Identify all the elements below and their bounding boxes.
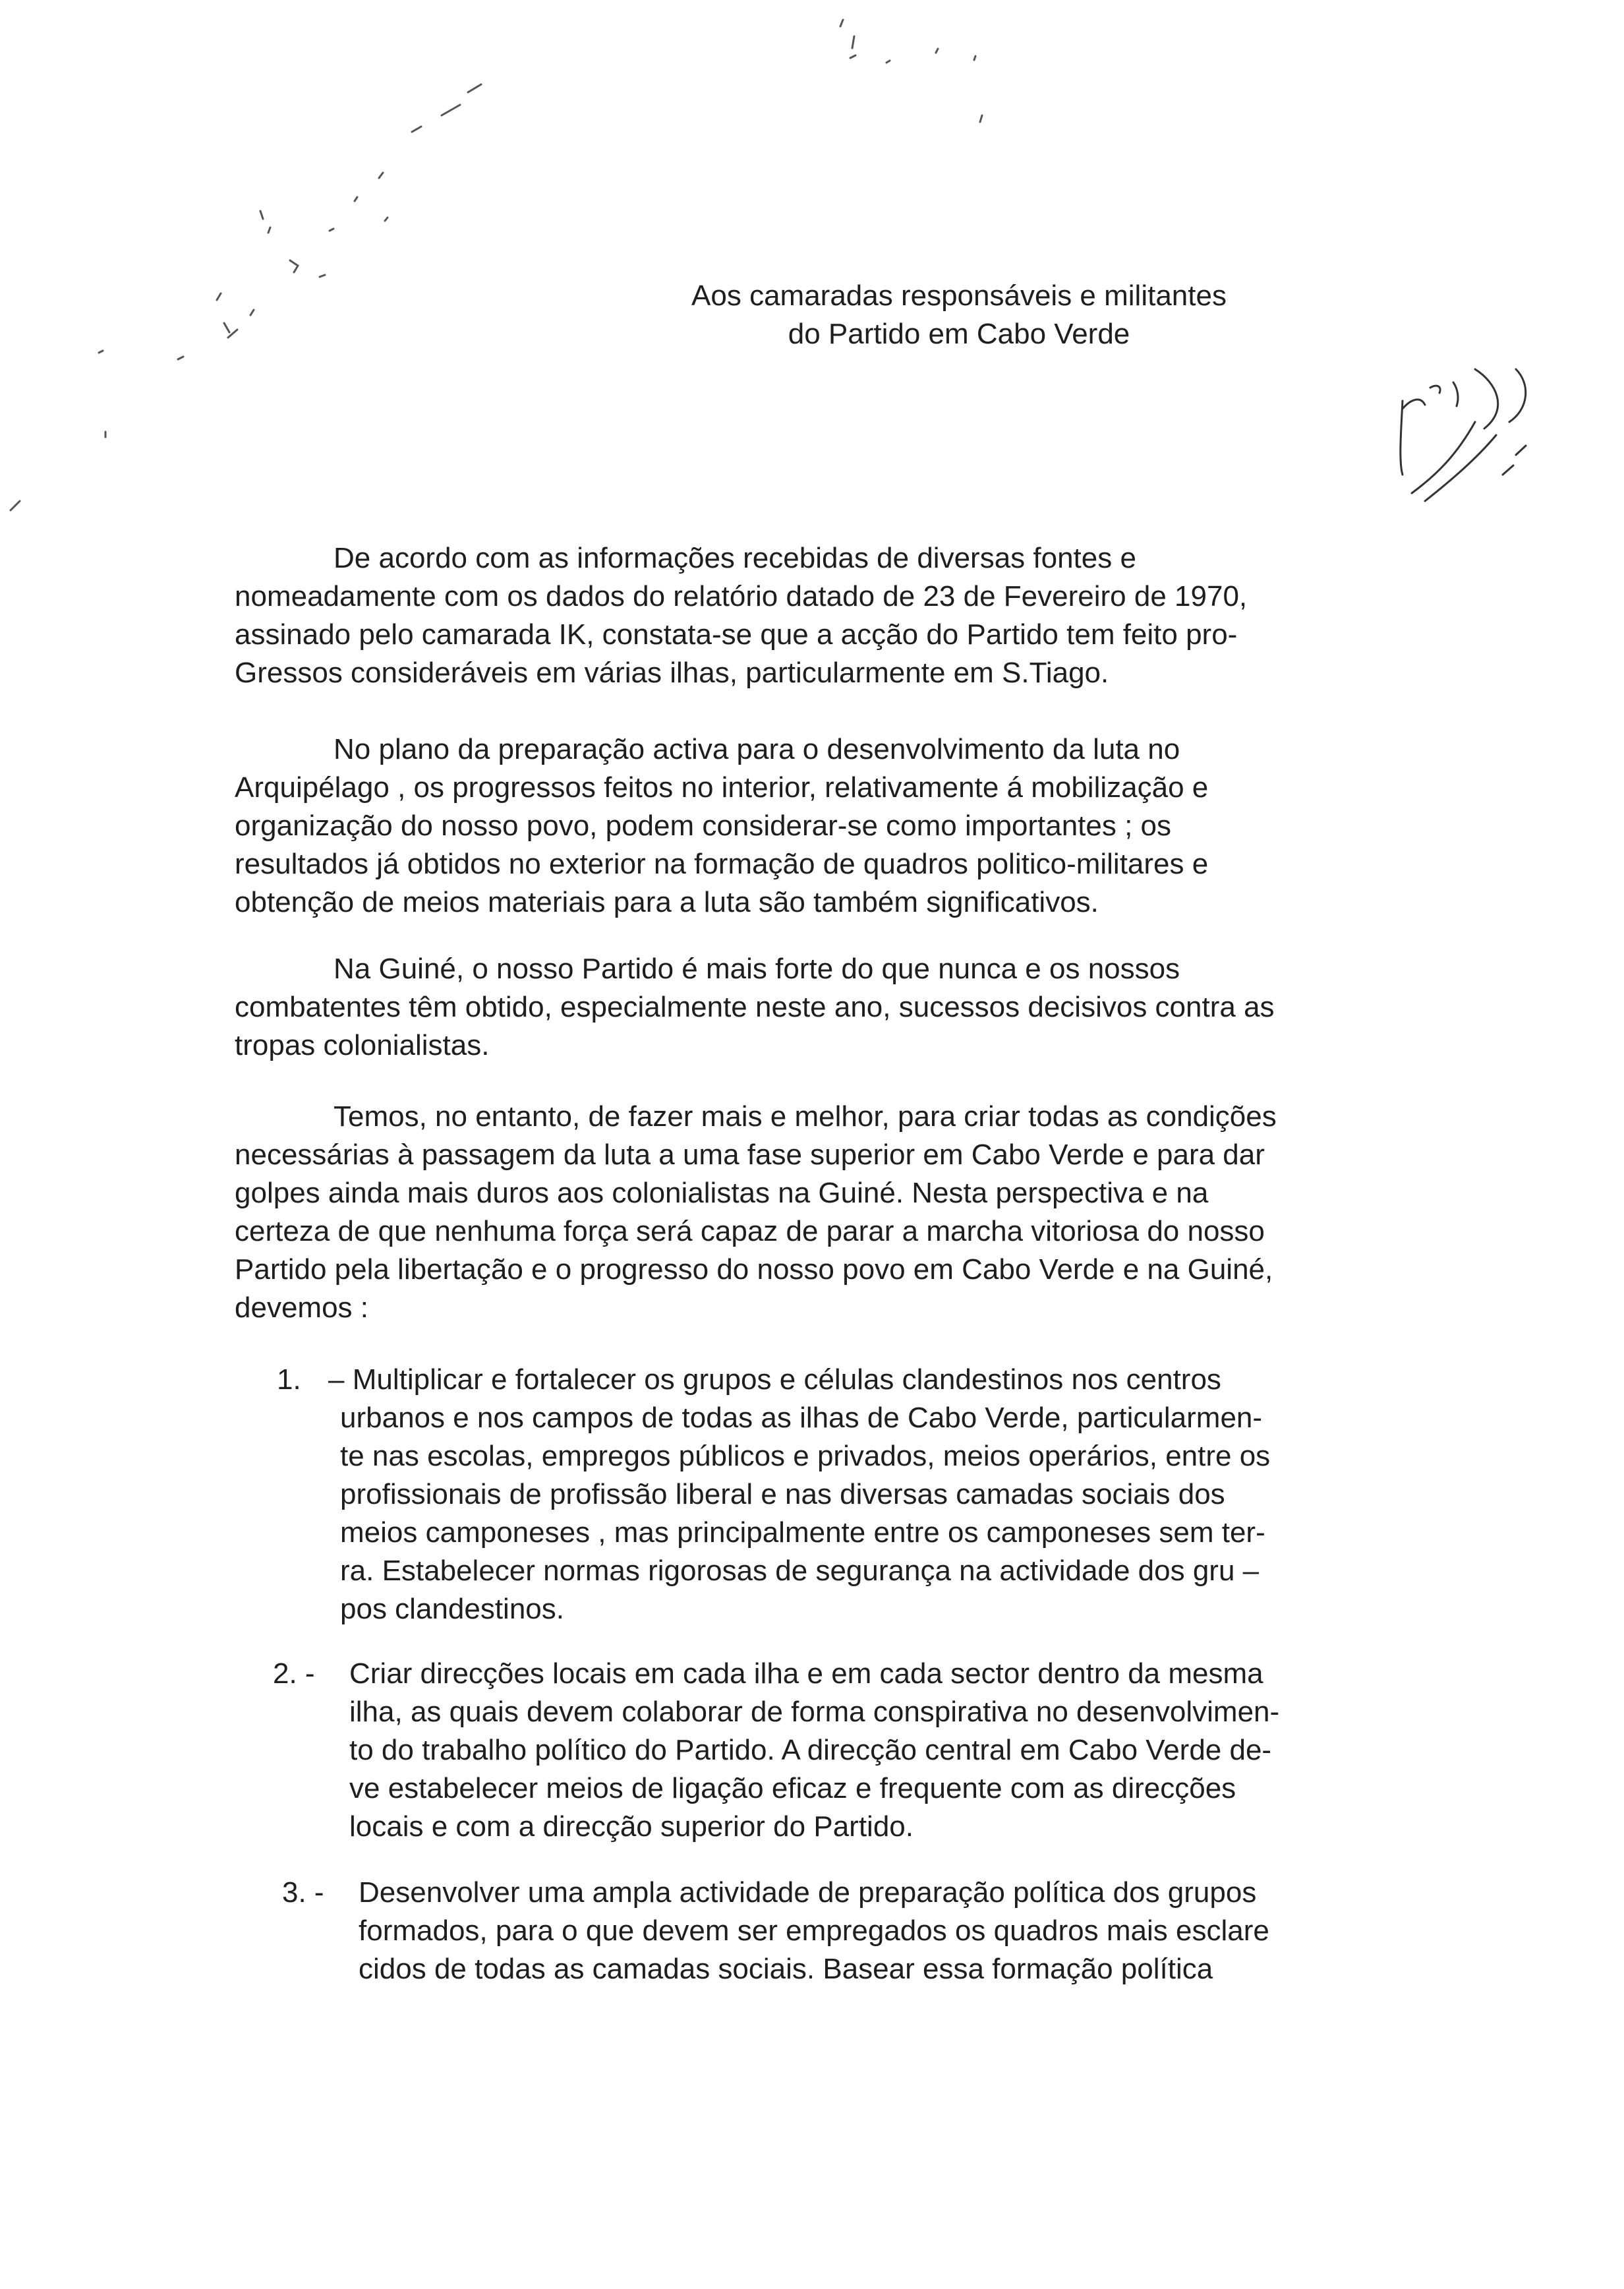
paragraph-line: golpes ainda mais duros aos colonialistas na Guiné. Nesta perspectiva e na: [235, 1177, 1209, 1209]
list-item-text: [349, 1655, 1279, 1846]
paragraph-line: tropas colonialistas.: [235, 1029, 490, 1061]
list-item-line: ilha, as quais devem colaborar de forma conspirativa no desenvolvimen-: [349, 1696, 1280, 1728]
paragraph-line: Temos, no entanto, de fazer mais e melhor, para criar todas as condições: [334, 1100, 1277, 1133]
list-item-line: te nas escolas, empregos públicos e privados, meios operários, entre os: [340, 1440, 1271, 1472]
list-item-line: profissionais de profissão liberal e nas diversas camadas sociais dos: [340, 1478, 1225, 1510]
paragraph: [235, 950, 1421, 1065]
list-item-text: [359, 1874, 1269, 1988]
paragraph-line: assinado pelo camarada IK, constata-se que a acção do Partido tem feito pro-: [235, 618, 1238, 651]
paragraph-line: resultados já obtidos no exterior na formação de quadros politico-militares e: [235, 848, 1209, 880]
list-item-line: meios camponeses , mas principalmente entre os camponeses sem ter-: [340, 1516, 1265, 1549]
addressee-line: Aos camaradas responsáveis e militantes: [691, 280, 1227, 312]
addressee-line: do Partido em Cabo Verde: [788, 318, 1130, 350]
list-item-line: urbanos e nos campos de todas as ilhas de Cabo Verde, particularmen-: [340, 1402, 1263, 1434]
paragraph-line: Na Guiné, o nosso Partido é mais forte do que nunca e os nossos: [334, 953, 1180, 985]
list-item-line: locais e com a direcção superior do Partido.: [349, 1810, 914, 1843]
list-item-line: Desenvolver uma ampla actividade de preparação política dos grupos: [359, 1876, 1257, 1909]
list-item-line: ve estabelecer meios de ligação eficaz e frequente com as direcções: [349, 1772, 1236, 1804]
addressee-block: [646, 277, 1272, 353]
list-item-line: – Multiplicar e fortalecer os grupos e células clandestinos nos centros: [328, 1363, 1221, 1396]
paragraph-line: Arquipélago , os progressos feitos no interior, relativamente á mobilização e: [235, 771, 1209, 804]
paragraph: [235, 1098, 1421, 1327]
paragraph-line: combatentes têm obtido, especialmente neste ano, sucessos decisivos contra as: [235, 991, 1275, 1023]
paragraph-line: No plano da preparação activa para o desenvolvimento da luta no: [334, 733, 1180, 765]
list-item-number: 2. -: [273, 1657, 315, 1690]
paragraph-line: devemos :: [235, 1292, 368, 1324]
list-item-line: Criar direcções locais em cada ilha e em cada sector dentro da mesma: [349, 1657, 1263, 1690]
list-item-text: [328, 1361, 1270, 1628]
list-item-line: ra. Estabelecer normas rigorosas de segurança na actividade dos gru –: [340, 1555, 1260, 1587]
list-item-number: 3. -: [282, 1876, 324, 1909]
paragraph-line: obtenção de meios materiais para a luta são também significativos.: [235, 886, 1099, 918]
handwritten-mark: [1401, 369, 1526, 501]
list-item-line: to do trabalho político do Partido. A direcção central em Cabo Verde de-: [349, 1734, 1272, 1766]
paragraph: [235, 539, 1421, 692]
paragraph-line: Partido pela libertação e o progresso do nosso povo em Cabo Verde e na Guiné,: [235, 1253, 1273, 1286]
list-item-line: pos clandestinos.: [340, 1593, 564, 1625]
list-item-line: cidos de todas as camadas sociais. Basear essa formação política: [359, 1953, 1213, 1985]
paragraph-line: De acordo com as informações recebidas de diversas fontes e: [334, 542, 1136, 574]
paragraph: [235, 730, 1421, 922]
paragraph-line: organização do nosso povo, podem considerar-se como importantes ; os: [235, 810, 1171, 842]
paragraph-line: Gressos consideráveis em várias ilhas, particularmente em S.Tiago.: [235, 657, 1109, 689]
paragraph-line: certeza de que nenhuma força será capaz de parar a marcha vitoriosa do nosso: [235, 1215, 1265, 1247]
paragraph-line: nomeadamente com os dados do relatório datado de 23 de Fevereiro de 1970,: [235, 580, 1248, 612]
list-item-line: formados, para o que devem ser empregados os quadros mais esclare: [359, 1915, 1269, 1947]
paragraph-line: necessárias à passagem da luta a uma fase superior em Cabo Verde e para dar: [235, 1139, 1265, 1171]
list-item-number: 1.: [277, 1363, 301, 1396]
